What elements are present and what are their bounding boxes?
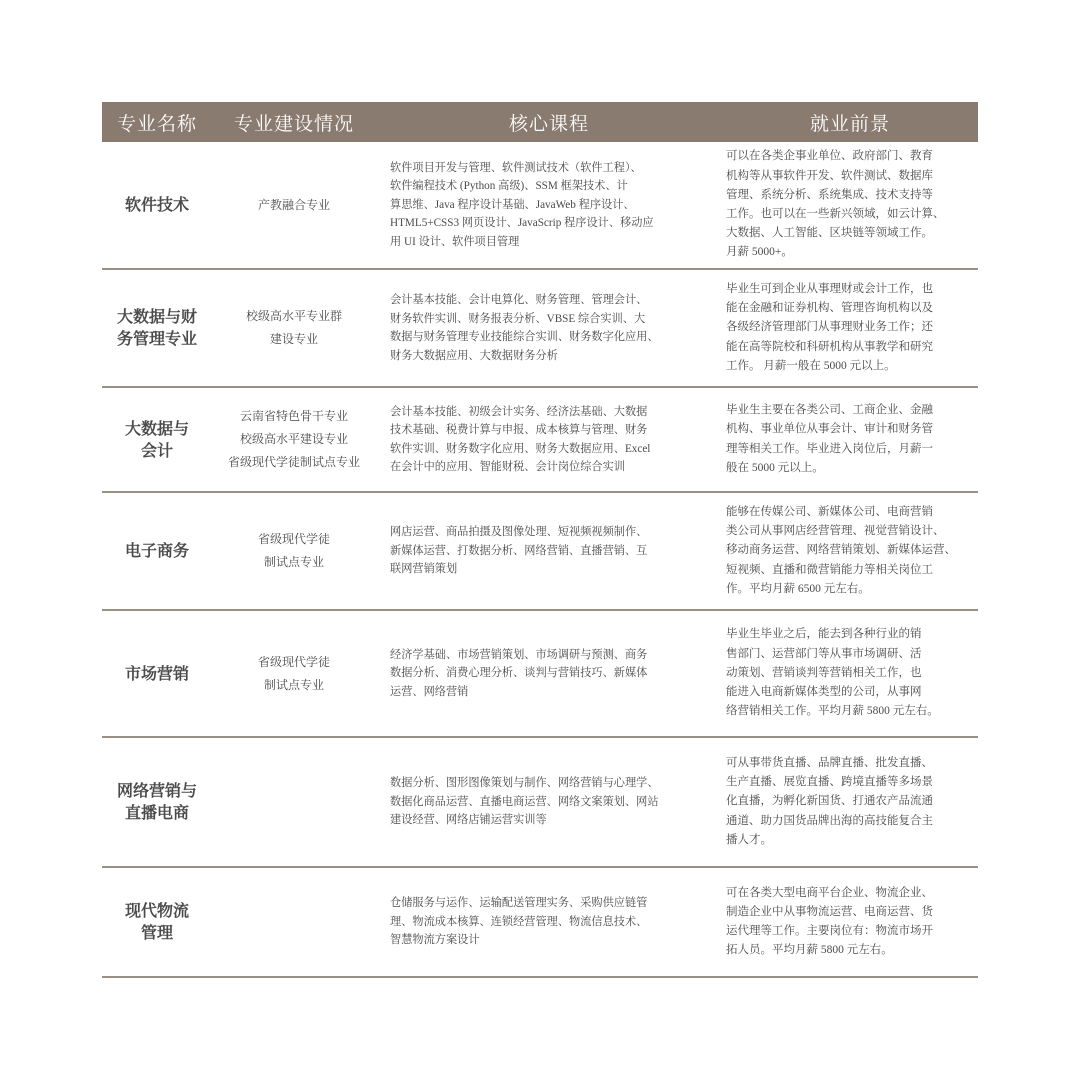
major-name: 现代物流 管理 — [124, 901, 189, 942]
core-courses: 会计基本技能、会计电算化、财务管理、管理会计、 财务软件实训、财务报表分析、VBSE 综合实训、大 数据与财务管理专业技能综合实训、财务数字化应用、 财务大数据应用、大数据财务分析 — [390, 294, 659, 362]
employment-prospects: 毕业生可到企业从事理财或会计工作，也 能在金融和证券机构、管理咨询机构以及 各级经济管理部门从事理财业务工作；还 能在高等院校和科研机构从事教学和研究 工作。 月薪一般在 5000 元以上。 — [726, 282, 933, 372]
construction-status: 校级高水平专业群 建设专业 — [245, 309, 342, 346]
header-employment: 就业前景 — [809, 112, 890, 135]
header-construction: 专业建设情况 — [233, 112, 354, 135]
employment-prospects: 可在各类大型电商平台企业、物流企业、 制造企业中从事物流运营、电商运营、货 运代理等工作。主要岗位有：物流市场开 拓人员。平均月薪 5800 元左右。 — [726, 886, 933, 957]
core-courses: 软件项目开发与管理、软件测试技术（软件工程）、 软件编程技术 (Python 高级)、SSM 框架技术、计 算思维、Java 程序设计基础、JavaWeb 程序设计、 HTML5+CSS3 网页设计、JavaScrip 程序设计、移动应 用 UI 设计、软件项目管理 — [390, 161, 654, 248]
table-row — [102, 142, 978, 270]
major-name: 市场营销 — [124, 663, 189, 683]
header-core-courses: 核心课程 — [508, 112, 589, 135]
employment-prospects: 能够在传媒公司、新媒体公司、电商营销 类公司从事网店经营管理、视觉营销设计、 移动商务运营、网络营销策划、新媒体运营、 短视频、直播和微营销能力等相关岗位工 作。平均月薪 6500 元左右。 — [726, 505, 956, 595]
major-name: 网络营销与 直播电商 — [116, 781, 197, 822]
majors-table — [102, 102, 978, 978]
construction-status: 产教融合专业 — [257, 197, 330, 212]
table-row — [102, 611, 978, 738]
construction-status: 省级现代学徒 制试点专业 — [257, 532, 330, 569]
major-name: 大数据与 会计 — [124, 418, 189, 460]
employment-prospects: 可从事带货直播、品牌直播、批发直播、 生产直播、展览直播、跨境直播等多场景 化直播，为孵化新国货、打通农产品流通 通道、助力国货品牌出海的高技能复合主 播人才。 — [726, 756, 933, 846]
major-name: 大数据与财 务管理专业 — [116, 307, 197, 348]
construction-status: 省级现代学徒 制试点专业 — [257, 654, 330, 692]
employment-prospects: 毕业生毕业之后，能去到各种行业的销 售部门、运营部门等从事市场调研、活 动策划、营销谈判等营销相关工作，也 能进入电商新媒体类型的公司，从事网 络营销相关工作。平均月薪 5800 元左右。 — [726, 628, 939, 718]
employment-prospects: 可以在各类企事业单位、政府部门、教育 机构等从事软件开发、软件测试、数据库 管理、系统分析、系统集成、技术支持等 工作。也可以在一些新兴领域，如云计算、 大数据、人工智能、区块链等领域工作。 月薪 5000+。 — [726, 150, 945, 259]
table-row — [102, 270, 978, 388]
header-major-name: 专业名称 — [116, 112, 197, 135]
core-courses: 会计基本技能、初级会计实务、经济法基础、大数据 技术基础、税费计算与申报、成本核算与管理、财务 软件实训、财务数字化应用、财务大数据应用、Excel 在会计中的应用、智能财税、会计岗位综合实训 — [390, 405, 651, 473]
construction-status: 云南省特色骨干专业 校级高水平建设专业 省级现代学徒制试点专业 — [227, 409, 360, 469]
table-row — [102, 493, 978, 611]
core-courses: 仓储服务与运作、运输配送管理实务、采购供应链管 理、物流成本核算、连锁经营管理、物流信息技术、 智慧物流方案设计 — [390, 897, 648, 947]
employment-prospects: 毕业生主要在各类公司、工商企业、金融 机构、事业单位从事会计、审计和财务管 理等相关工作。毕业进入岗位后，月薪一 般在 5000 元以上。 — [726, 404, 933, 474]
table-row — [102, 388, 978, 493]
major-name: 软件技术 — [124, 195, 189, 214]
core-courses: 数据分析、图形图像策划与制作、网络营销与心理学、 数据化商品运营、直播电商运营、网络文案策划、网站 建设经营、网络店铺运营实训等 — [390, 777, 659, 827]
table-header — [102, 102, 978, 142]
core-courses: 网店运营、商品拍摄及图像处理、短视频视频制作、 新媒体运营、打数据分析、网络营销、直播营销、互 联网营销策划 — [390, 526, 648, 576]
table-row — [102, 868, 978, 978]
table-row — [102, 738, 978, 868]
major-name: 电子商务 — [124, 541, 189, 560]
core-courses: 经济学基础、市场营销策划、市场调研与预测、商务 数据分析、消费心理分析、谈判与营销技巧、新媒体 运营、网络营销 — [390, 648, 648, 698]
